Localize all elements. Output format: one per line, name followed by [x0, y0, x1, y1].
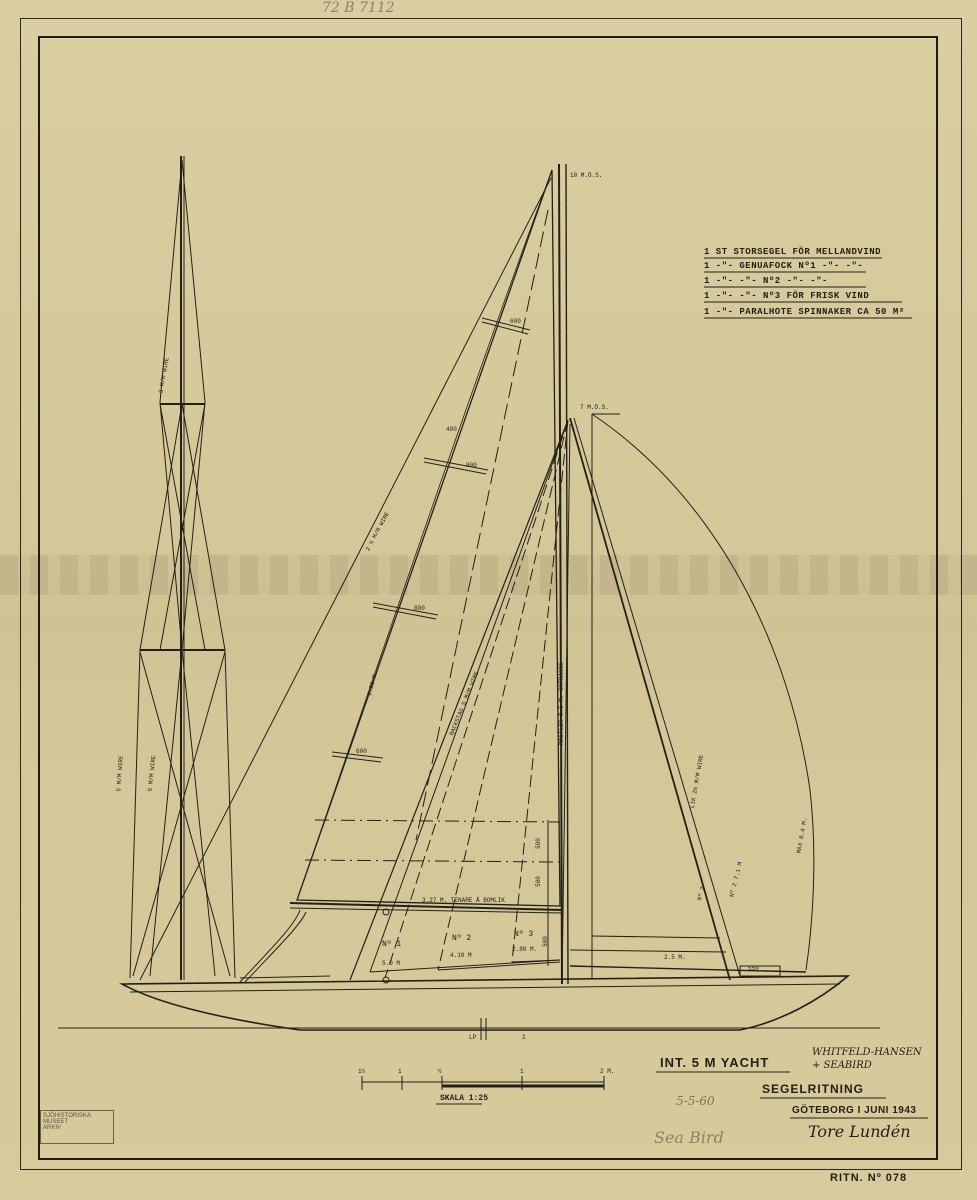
legend-item-2: 1 -"- GENUAFOCK Nº1 -"- -"- [704, 261, 864, 271]
label-jib-1: Nº 1 [382, 940, 402, 949]
label-shroud-2: 5 M/M WIRE [115, 755, 125, 792]
label-luff: 9.55 M. [365, 670, 380, 697]
label-shroud-1: 3 M/M WIRE [157, 357, 171, 394]
title-main: INT. 5 M YACHT [660, 1055, 770, 1070]
scale-tick-1: 1 [398, 1068, 402, 1075]
scale-tick-4: 1 [520, 1068, 524, 1075]
label-jib-2: Nº 2 [452, 934, 472, 943]
label-foot-spin: 2.5 M. [664, 954, 686, 961]
legend-item-5: 1 -"- PARALHOTE SPINNAKER CA 50 M² [704, 307, 905, 317]
label-luff-spinnaker: LIK 2½ M/M WIRE [688, 754, 706, 809]
label-station-2: 2 [522, 1034, 526, 1041]
label-h500b: 500 [534, 876, 542, 887]
label-batten-4: 600 [356, 748, 367, 755]
hull [58, 976, 880, 1040]
stamp-text: SJÖHISTORISKA MUSEET [43, 1113, 91, 1125]
archive-stamp [40, 1110, 114, 1144]
handwritten-boat-name: Sea Bird [654, 1128, 724, 1147]
label-batten-2: 800 [466, 462, 477, 469]
label-foot-2: 4.10 M [450, 952, 472, 959]
spinnaker [562, 414, 814, 984]
label-mast-mid: 7 M.Ö.S. [580, 404, 609, 411]
label-forestay: 2 ½ M/M WIRE [364, 510, 391, 553]
label-foot-1: 5.0 M [382, 960, 401, 967]
signature: Tore Lundén [808, 1122, 911, 1141]
stamp-sub: ARKIV [43, 1125, 62, 1131]
label-jib-3: Nº 3 [514, 930, 534, 939]
handwritten-owner: WHITFELD-HANSEN + SEABIRD [812, 1047, 922, 1071]
label-no3: Nº 3 [696, 885, 707, 902]
front-view-rig [130, 156, 235, 980]
label-backstay: BACKSTAG 5 M/M WIRE [448, 670, 481, 737]
label-station: LP [469, 1034, 477, 1041]
title-place-date: GÖTEBORG I JUNI 1943 [792, 1105, 917, 1116]
label-h550: 550 [748, 965, 759, 972]
title-sub: SEGELRITNING [762, 1082, 865, 1096]
label-batten-3: 800 [414, 605, 425, 612]
label-masthead: MASTLIK 8.5 M. SKTRANSE [557, 662, 565, 745]
label-foot-3: 2.80 M. [512, 946, 538, 953]
drawing-number: RITN. Nº 078 [830, 1172, 908, 1184]
label-batten-5: 400 [446, 426, 457, 433]
scale-tick-0: 1½ [358, 1068, 366, 1075]
deck-fittings [240, 910, 780, 982]
legend-item-3: 1 -"- -"- Nº2 -"- -"- [704, 276, 828, 286]
legend-item-4: 1 -"- -"- Nº3 FÖR FRISK VIND [704, 291, 870, 301]
legend-item-1: 1 ST STORSEGEL FÖR MELLANDVIND [704, 247, 882, 257]
handwritten-top-ref: 72 B 7112 [322, 0, 395, 16]
label-h500a: 500 [534, 838, 542, 849]
label-no2-length: Nº 2 7.1 M [728, 861, 744, 898]
handwritten-date: 5-5-60 [676, 1094, 715, 1108]
scale-label: SKALA 1:25 [440, 1094, 489, 1103]
headsails [140, 178, 740, 983]
scale-tick-2: ½ [438, 1068, 442, 1075]
label-batten-1: 600 [510, 318, 521, 325]
scale-tick-5: 2 M. [600, 1068, 615, 1075]
label-mast-top: 10 M.Ö.S. [570, 172, 603, 179]
label-shroud-3: 5 M/M WIRE [146, 755, 158, 792]
label-boom: 3.27 M. TENARE Å BOMLIK [422, 897, 505, 904]
label-h500c: 500 [541, 936, 549, 947]
label-max: MAX 8.4 M. [795, 817, 809, 854]
